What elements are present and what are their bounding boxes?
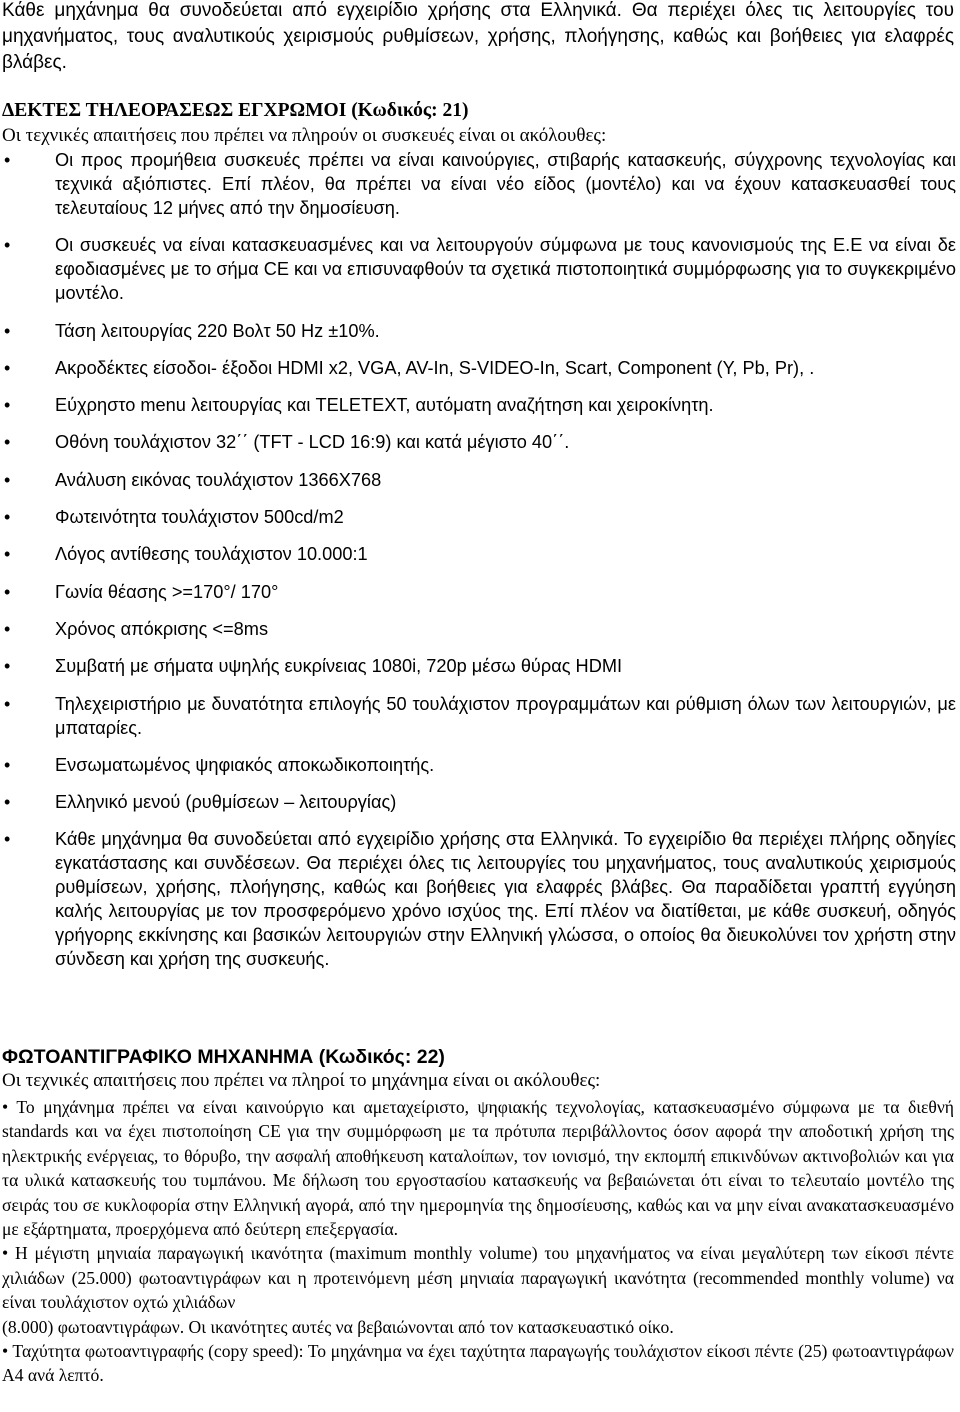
manual-paragraph: Κάθε μηχάνημα θα συνοδεύεται από εγχειρίδιο χρήσης στα Ελληνικά. Θα περιέχει όλες τις λειτουργίες του μηχανήματος, τους αναλυτικούς χειρισμούς ρυθμίσεων, χρήσης, πλοήγησης, καθώς και βοήθειες για ελαφρές βλάβες. [2,0,954,73]
bullet-icon: • [4,469,11,490]
requirement-paragraph: (8.000) φωτοαντιγράφων. Οι ικανότητες αυτές να βεβαιώνονται από τον κατασκευαστικό οίκο. [2,1316,674,1337]
list-item: • Τηλεχειριστήριο με δυνατότητα επιλογής 50 τουλάχιστον προγραμμάτων και ρύθμιση όλων των λειτουργιών, με μπαταρίες. [4,693,956,738]
copier-requirements [2,1095,954,1388]
bullet-icon: • [4,395,11,416]
list-item: • Φωτεινότητα τουλάχιστον 500cd/m2 [4,507,344,528]
tv-requirements-list [0,148,956,985]
bullet-icon: • [4,754,11,775]
bullet-icon: • [4,357,11,378]
list-item: • Λόγος αντίθεσης τουλάχιστον 10.000:1 [4,544,368,565]
section-heading-copier: ΦΩΤΟΑΝΤΙΓΡΑΦΙΚΟ ΜΗΧΑΝΗΜΑ (Κωδικός: 22) [2,1046,445,1068]
list-item: • Οι συσκευές να είναι κατασκευασμένες και να λειτουργούν σύμφωνα με τους κανονισμούς της Ε.Ε να είναι δε εφοδιασμένες με το σήμα CE και να επισυναφθούν τα σχετικά πιστοποιητικά συμμόρφωσης για το συγκεκριμένο μοντέλο. [4,235,956,304]
list-item: • Ενσωματωμένος ψηφιακός αποκωδικοποιητής. [4,754,435,775]
requirement-paragraph: • Η μέγιστη μηνιαία παραγωγική ικανότητα (maximum monthly volume) του μηχανήματος να είναι μεγαλύτερη των είκοσι πέντε χιλιάδων (25.000) φωτοαντιγράφων και η προτεινόμενη μέση μηνιαία παραγωγική ικανότητα (recommended monthly volume) να είναι τουλάχιστον οχτώ χιλιάδων [2,1243,954,1313]
list-item: • Ελληνικό μενού (ρυθμίσεων – λειτουργίας) [4,792,397,813]
list-item: • Ακροδέκτες είσοδοι- έξοδοι HDMI x2, VGA, AV-In, S-VIDEO-In, Scart, Component (Y, Pb, Pr), . [4,357,815,378]
section-heading-tv: ΔΕΚΤΕΣ ΤΗΛΕΟΡΑΣΕΩΣ ΕΓΧΡΩΜΟΙ (Κωδικός: 21) [2,100,469,121]
bullet-icon: • [4,618,11,639]
bullet-icon: • [4,150,11,170]
bullet-icon: • [4,507,11,528]
list-item: • Γωνία θέασης >=170°/ 170° [4,581,279,602]
list-item: • Ανάλυση εικόνας τουλάχιστον 1366Χ768 [4,469,382,490]
bullet-icon: • [4,693,11,714]
requirement-paragraph: • Το μηχάνημα πρέπει να είναι καινούργιο και αμεταχείριστο, ψηφιακής τεχνολογίας, κατασκευασμένο σύμφωνα με τα διεθνή standards και να έχει πιστοποίηση CE για την συμμόρφωση με τα πρότυπα περιβάλλοντος όσον αφορά την αποδοτική χρήση της ηλεκτρικής ενέργειας, το θόρυβο, την ασφαλή αποθήκευση καταλοίπων, τον ιονισμό, την εκπομπή επικινδύνων ακτινοβολιών και για τα υλικά κατασκευής του τυμπάνου. Με δήλωση του εργοστασίου κατασκευής να βεβαιώνεται ότι είναι το τελευταίο μοντέλο της σειράς του σε κυκλοφορία στην Ελληνική αγορά, από την ημερομηνία της δημοσίευσης, καθώς και να μην είναι ανακατασκευασμένο με εξάρτηματα, προερχόμενα από δεύτερη επεξεργασία. [2,1097,954,1240]
list-item: • Εύχρηστο menu λειτουργίας και TELETEXT, αυτόματη αναζήτηση και χειροκίνητη. [4,395,714,416]
bullet-icon: • [4,656,11,677]
requirement-paragraph: • Ταχύτητα φωτοαντιγραφής (copy speed): Το μηχάνημα να έχει ταχύτητα παραγωγής τουλάχιστον είκοσι πέντε (25) φωτοαντιγράφων Α4 ανά λεπτό. [2,1341,954,1386]
list-item: • Οι προς προμήθεια συσκευές πρέπει να είναι καινούργιες, στιβαρής κατασκευής, σύγχρονης τεχνολογίας και τεχνικά αξιόπιστες. Επί πλέον, θα πρέπει να είναι νέο είδος (μοντέλο) και να έχουν κατασκευασθεί τους τελευταίους 12 μήνες από την δημοσίευση. [4,150,956,218]
section-intro-copier: Οι τεχνικές απαιτήσεις που πρέπει να πληροί το μηχάνημα είναι οι ακόλουθες: [2,1070,601,1091]
list-item: • Συμβατή με σήματα υψηλής ευκρίνειας 1080i, 720p μέσω θύρας HDMI [4,656,623,677]
list-item: • Κάθε μηχάνημα θα συνοδεύεται από εγχειρίδιο χρήσης στα Ελληνικά. Το εγχειρίδιο θα περιέχει πλήρης οδηγίες εγκατάστασης και συνδέσεων. Θα περιέχει όλες τις λειτουργίες του μηχανήματος, τους αναλυτικούς χειρισμούς ρυθμίσεων, χρήσης, πλοήγησης, καθώς και βοήθειες για ελαφρές βλάβες. Θα παραδίδεται γραπτή εγγύηση καλής λειτουργίας με τον προσφερόμενο χρόνο ισχύος της. Επί πλέον να διατίθεται, με κάθε συσκευή, οδηγός γρήγορης εκκίνησης και βασικών λειτουργιών στην Ελληνική γλώσσα, ο οποίος θα διευκολύνει τον χρήστη στην σύνδεση και χρήση της συσκευής. [4,829,956,970]
bullet-icon: • [4,432,11,453]
list-item: • Χρόνος απόκρισης <=8ms [4,618,269,639]
bullet-icon: • [4,235,11,256]
list-item: • Τάση λειτουργίας 220 Βολτ 50 Hz ±10%. [4,320,380,341]
bullet-icon: • [4,792,11,813]
list-item: • Οθόνη τουλάχιστον 32΄΄ (TFT - LCD 16:9) και κατά μέγιστο 40΄΄. [4,432,570,453]
bullet-icon: • [4,581,11,602]
section-intro-tv: Οι τεχνικές απαιτήσεις που πρέπει να πληρούν οι συσκευές είναι οι ακόλουθες: [2,125,607,146]
bullet-icon: • [4,544,11,565]
bullet-icon: • [4,320,11,341]
bullet-icon: • [4,829,11,850]
